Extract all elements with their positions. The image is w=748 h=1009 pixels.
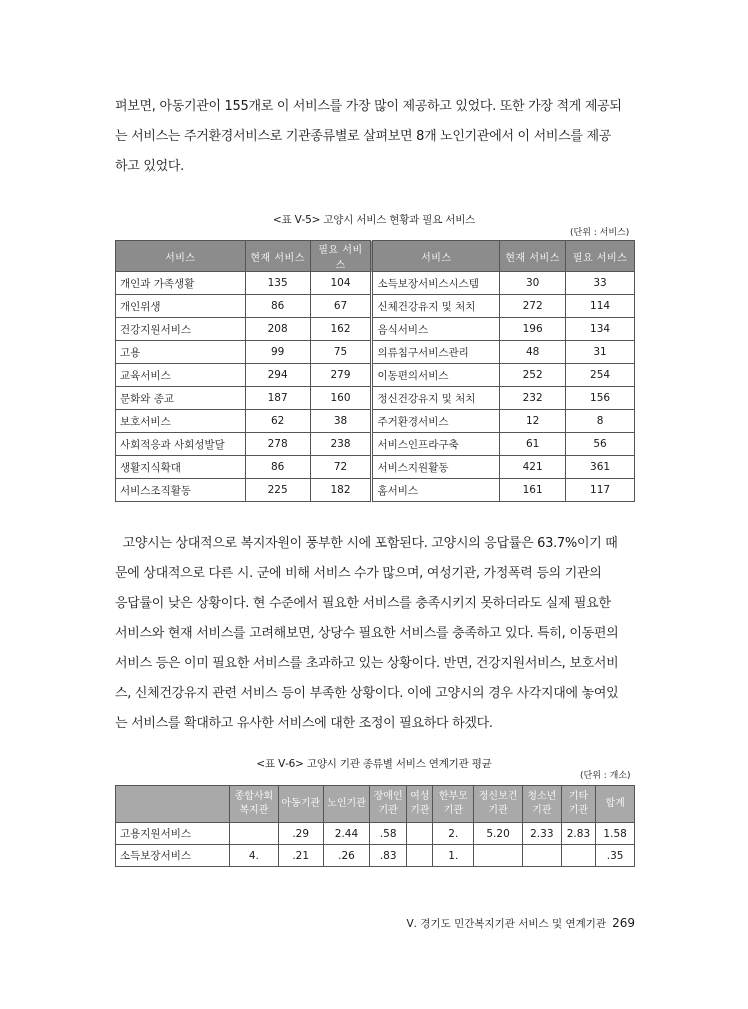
table-cell: .29 (278, 823, 323, 845)
header-service: 서비스 (372, 241, 500, 272)
table-cell: 고용 (116, 341, 246, 364)
table1-unit: (단위 : 서비스) (570, 228, 630, 238)
table-cell: 1. (433, 845, 474, 867)
table-cell: 86 (245, 295, 310, 318)
header-cell: 여성 기관 (407, 786, 433, 823)
text-line: 고양시는 상대적으로 복지자원이 풍부한 시에 포함된다. 고양시의 응답률은 63.7%이기 때 (115, 536, 618, 551)
table-cell (407, 845, 433, 867)
table-row (116, 364, 635, 387)
table-row (116, 845, 635, 867)
paragraph-analysis (115, 529, 635, 739)
header-cell: 합계 (596, 786, 635, 823)
linkage-table (115, 785, 635, 867)
table-row (116, 341, 635, 364)
table-cell: 294 (245, 364, 310, 387)
table-cell: 사회적응과 사회성발달 (116, 433, 246, 456)
table-cell: 고용지원서비스 (116, 823, 230, 845)
text-line: 스, 신체건강유지 관련 서비스 등이 부족한 상황이다. 이에 고양시의 경우 사각지대에 놓여있 (115, 686, 619, 701)
chapter-title: Ⅴ. 경기도 민간복지기관 서비스 및 연계기관 (406, 918, 607, 930)
paragraph-intro (115, 92, 635, 182)
table-cell: 114 (566, 295, 635, 318)
table-cell: .58 (370, 823, 407, 845)
table-cell: 12 (500, 410, 566, 433)
table-cell: 117 (566, 479, 635, 502)
table-cell: 232 (500, 387, 566, 410)
table-cell: 소득보장서비스 (116, 845, 230, 867)
table-cell: 67 (310, 295, 372, 318)
table-cell: 225 (245, 479, 310, 502)
table-cell: 의류침구서비스관리 (372, 341, 500, 364)
table-cell: 238 (310, 433, 372, 456)
table-cell: 정신건강유지 및 처치 (372, 387, 500, 410)
header-cell: 기타 기관 (561, 786, 596, 823)
table-cell: 252 (500, 364, 566, 387)
table-row (116, 295, 635, 318)
table-cell: 62 (245, 410, 310, 433)
table2-caption: <표 Ⅴ-6> 고양시 기관 종류별 서비스 연계기관 평균 (256, 758, 492, 770)
header-cell: 아동기관 (278, 786, 323, 823)
table-cell: 건강지원서비스 (116, 318, 246, 341)
table-cell: 소득보장서비스시스템 (372, 272, 500, 295)
page-number: 269 (612, 916, 635, 930)
header-cell: 한부모 기관 (433, 786, 474, 823)
table-cell: 서비스인프라구축 (372, 433, 500, 456)
table-cell: 254 (566, 364, 635, 387)
table-cell: .21 (278, 845, 323, 867)
table-cell (407, 823, 433, 845)
table-cell: 주거환경서비스 (372, 410, 500, 433)
text-line: 는 서비스는 주거환경서비스로 기관종류별로 살펴보면 8개 노인기관에서 이 서비스를 제공 (115, 129, 612, 144)
header-current: 현재 서비스 (245, 241, 310, 272)
table-row (116, 410, 635, 433)
text-line: 펴보면, 아동기관이 155개로 이 서비스를 가장 많이 제공하고 있었다. 또한 가장 적게 제공되 (115, 99, 622, 114)
table-cell: 개인위생 (116, 295, 246, 318)
table-cell: 72 (310, 456, 372, 479)
text-line: 문에 상대적으로 다른 시. 군에 비해 서비스 수가 많으며, 여성기관, 가정폭력 등의 기관의 (115, 566, 602, 581)
table-row (116, 272, 635, 295)
text-line: 서비스와 현재 서비스를 고려해보면, 상당수 필요한 서비스를 충족하고 있다. 특히, 이동편의 (115, 626, 619, 641)
table-cell: 서비스지원활동 (372, 456, 500, 479)
table-cell (474, 845, 523, 867)
table-cell: 2.33 (523, 823, 562, 845)
table-cell: 음식서비스 (372, 318, 500, 341)
text-line: 응답률이 낮은 상황이다. 현 수준에서 필요한 서비스를 충족시키지 못하더라도 실제 필요한 (115, 596, 611, 611)
table-cell: 2.83 (561, 823, 596, 845)
table-cell: 4. (229, 845, 278, 867)
header-current: 현재 서비스 (500, 241, 566, 272)
table-cell: 361 (566, 456, 635, 479)
table-row (116, 387, 635, 410)
table-header-row (116, 241, 635, 272)
table-row (116, 479, 635, 502)
table-cell: 160 (310, 387, 372, 410)
table-cell: 208 (245, 318, 310, 341)
table-cell: 187 (245, 387, 310, 410)
table-cell: 문화와 종교 (116, 387, 246, 410)
table-cell: 161 (500, 479, 566, 502)
table-cell: 182 (310, 479, 372, 502)
header-cell: 청소년 기관 (523, 786, 562, 823)
table-cell: 156 (566, 387, 635, 410)
header-cell: 정신보건 기관 (474, 786, 523, 823)
table-cell (229, 823, 278, 845)
table-cell: 38 (310, 410, 372, 433)
table-cell: 서비스조직활동 (116, 479, 246, 502)
header-needed: 필요 서비스 (310, 241, 372, 272)
table-cell: 75 (310, 341, 372, 364)
table-cell: 2.44 (323, 823, 370, 845)
table-cell: 86 (245, 456, 310, 479)
service-table (115, 240, 635, 502)
table-cell: 홈서비스 (372, 479, 500, 502)
table-cell: 이동편의서비스 (372, 364, 500, 387)
header-cell (116, 786, 230, 823)
table-cell: 279 (310, 364, 372, 387)
table-cell: 5.20 (474, 823, 523, 845)
table-cell: 48 (500, 341, 566, 364)
table-cell: 보호서비스 (116, 410, 246, 433)
table2-unit: (단위 : 개소) (580, 771, 631, 781)
table-row (116, 318, 635, 341)
table-cell: 31 (566, 341, 635, 364)
table-cell: 272 (500, 295, 566, 318)
header-cell: 노인기관 (323, 786, 370, 823)
table-cell: 278 (245, 433, 310, 456)
table-cell: 개인과 가족생활 (116, 272, 246, 295)
table-cell: 134 (566, 318, 635, 341)
table-cell: 2. (433, 823, 474, 845)
table-cell: 99 (245, 341, 310, 364)
table-cell: 421 (500, 456, 566, 479)
table-row (116, 433, 635, 456)
table-cell: 162 (310, 318, 372, 341)
table-cell (561, 845, 596, 867)
header-needed: 필요 서비스 (566, 241, 635, 272)
table1-caption: <표 Ⅴ-5> 고양시 서비스 현황과 필요 서비스 (272, 214, 476, 226)
table-cell (523, 845, 562, 867)
table-cell: 30 (500, 272, 566, 295)
table-cell: 33 (566, 272, 635, 295)
table-cell: 신체건강유지 및 처치 (372, 295, 500, 318)
table-cell: 196 (500, 318, 566, 341)
table-cell: 104 (310, 272, 372, 295)
table-cell: 61 (500, 433, 566, 456)
table-cell: .35 (596, 845, 635, 867)
table-cell: 8 (566, 410, 635, 433)
table-cell: 교육서비스 (116, 364, 246, 387)
table-cell: .26 (323, 845, 370, 867)
table-cell: 135 (245, 272, 310, 295)
table-cell: 생활지식확대 (116, 456, 246, 479)
table-cell: 1.58 (596, 823, 635, 845)
table-cell: .83 (370, 845, 407, 867)
table-header-row (116, 786, 635, 823)
table-cell: 56 (566, 433, 635, 456)
page-footer (406, 916, 635, 931)
table-row (116, 823, 635, 845)
header-cell: 종합사회 복지관 (229, 786, 278, 823)
text-line: 는 서비스를 확대하고 유사한 서비스에 대한 조정이 필요하다 하겠다. (115, 716, 493, 731)
header-service: 서비스 (116, 241, 246, 272)
text-line: 서비스 등은 이미 필요한 서비스를 초과하고 있는 상황이다. 반면, 건강지원서비스, 보호서비 (115, 656, 619, 671)
header-cell: 장애인 기관 (370, 786, 407, 823)
text-line: 하고 있었다. (115, 159, 184, 174)
table-row (116, 456, 635, 479)
